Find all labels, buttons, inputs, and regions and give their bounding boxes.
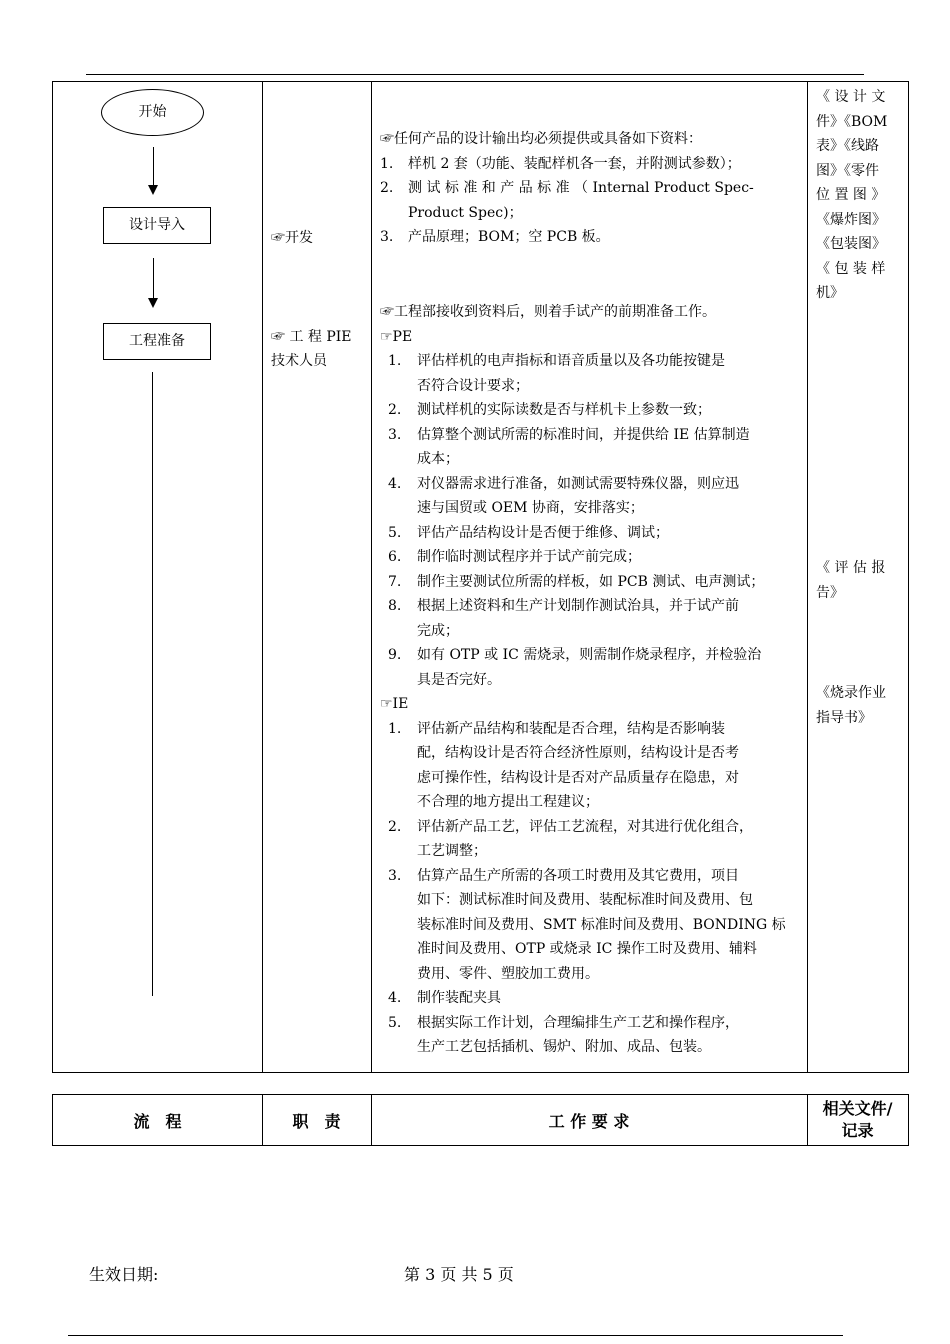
list-item-text: 如下：测试标准时间及费用、装配标准时间及费用、包	[417, 892, 753, 908]
list-item	[380, 423, 800, 472]
list-item-text: 生产工艺包括插机、锡炉、附加、成品、包装。	[417, 1039, 711, 1055]
list-item-text: 样机 2 套（功能、装配样机各一套，并附测试参数）；	[408, 155, 741, 172]
list-item-text: 具是否完好。	[417, 671, 501, 688]
document-line: 《 设 计 文	[816, 89, 886, 105]
resp-engineering: ☞ 工 程 PIE 技术人员	[271, 329, 352, 369]
list-item-text: 准时间及费用、OTP 或烧录 IC 操作工时及费用、辅料	[417, 941, 757, 957]
list-item	[380, 815, 800, 864]
list-item	[380, 349, 800, 398]
list-item-number: 3.	[388, 426, 402, 443]
list-item-text: 对仪器需求进行准备，如测试需要特殊仪器，则应迅	[417, 475, 739, 492]
list-item-text: 制作主要测试位所需的样板，如 PCB 测试、电声测试；	[417, 573, 765, 590]
list-item-number: 5.	[388, 1014, 402, 1031]
list-item	[380, 986, 800, 1011]
document-line: 图》《零件	[816, 162, 879, 179]
bottom-rule	[68, 1335, 843, 1336]
list-item-text: 估算产品生产所需的各项工时费用及其它费用，项目	[417, 867, 739, 884]
resp-dev: ☞开发	[271, 230, 313, 246]
document-line: 《包装图》	[816, 236, 886, 252]
document-line: 《爆炸图》	[816, 211, 886, 228]
list-item-text: 根据上述资料和生产计划制作测试治具，并于试产前	[417, 598, 739, 614]
list-item-text: 制作装配夹具	[417, 990, 501, 1006]
header-documents: 相关文件/ 记录	[822, 1099, 893, 1140]
header-responsibility: 职 责	[292, 1111, 341, 1131]
req-engineering-section	[380, 300, 800, 1060]
req-engineering-intro: ☞工程部接收到资料后，则着手试产的前期准备工作。	[380, 304, 716, 320]
list-item-number: 5.	[388, 524, 402, 541]
effective-date: 生效日期:	[89, 1265, 159, 1284]
flow-arrowhead-2	[148, 298, 158, 308]
list-item-number: 2.	[388, 402, 402, 418]
list-item-text: 不合理的地方提出工程建议；	[417, 794, 599, 810]
list-item-text: 估算整个测试所需的标准时间，并提供给 IE 估算制造	[417, 426, 750, 443]
document-line: 表》《线路	[816, 138, 879, 154]
list-item-text: 否符合设计要求；	[417, 377, 529, 394]
flow-arrow-2	[153, 258, 154, 298]
list-item	[380, 594, 800, 643]
list-item-text: 评估产品结构设计是否便于维修、调试；	[417, 524, 669, 541]
document-line: 《 评 估 报	[816, 560, 886, 576]
list-item-text: 评估样机的电声指标和语音质量以及各功能按键是	[417, 353, 725, 369]
flow-arrow-1	[153, 147, 154, 185]
page-number: 第 3 页 共 5 页	[404, 1265, 514, 1284]
flow-continuation-line	[152, 372, 153, 996]
list-item-number: 8.	[388, 598, 402, 614]
list-item-number: 1.	[388, 353, 402, 369]
list-item-number: 2.	[380, 180, 394, 196]
flow-step-design-input: 设计导入	[103, 207, 211, 244]
list-item-number: 1.	[388, 720, 402, 737]
list-item-number: 1.	[380, 155, 394, 172]
list-item-text: 产品原理；BOM；空 PCB 板。	[408, 229, 610, 245]
list-item-number: 9.	[388, 647, 402, 663]
list-item-text: Product Spec)；	[408, 204, 523, 221]
flow-start-oval: 开始	[101, 89, 204, 136]
list-item-number: 4.	[388, 990, 402, 1006]
list-item-number: 7.	[388, 573, 402, 590]
header-flow: 流 程	[133, 1111, 182, 1131]
list-item	[380, 1011, 800, 1060]
list-item	[380, 643, 800, 692]
document-line: 《 包 装 样	[816, 260, 886, 277]
flow-arrowhead-1	[148, 185, 158, 195]
list-item-text: 测试样机的实际读数是否与样机卡上参数一致；	[417, 402, 711, 418]
document-line: 告》	[816, 584, 844, 601]
list-item-text: 虑可操作性，结构设计是否对产品质量存在隐患，对	[417, 769, 739, 786]
list-item-text: 装标准时间及费用、SMT 标准时间及费用、BONDING 标	[417, 916, 786, 933]
list-item	[380, 152, 800, 177]
list-item-number: 3.	[388, 867, 402, 884]
list-item	[380, 521, 800, 546]
list-item-text: 评估新产品工艺，评估工艺流程，对其进行优化组合，	[417, 818, 753, 835]
flow-step-engineering-prep: 工程准备	[103, 323, 211, 360]
list-item	[380, 176, 800, 225]
list-item-text: 测 试 标 准 和 产 品 标 准 （ Internal Product Spec-	[408, 180, 754, 196]
document-line: 《烧录作业	[816, 685, 886, 701]
list-item	[380, 717, 800, 815]
list-item-text: 完成；	[417, 622, 459, 639]
list-item-text: 成本；	[417, 451, 459, 467]
document-line: 位 置 图 》	[816, 187, 886, 203]
list-item-text: 制作临时测试程序并于试产前完成；	[417, 549, 641, 565]
header-requirements: 工 作 要 求	[548, 1111, 630, 1131]
list-item	[380, 398, 800, 423]
list-item	[380, 472, 800, 521]
list-item-number: 6.	[388, 549, 402, 565]
docs-eval-report	[816, 556, 902, 605]
header-row	[52, 1094, 909, 1146]
document-line: 件》《BOM	[816, 113, 888, 130]
document-line: 机》	[816, 285, 844, 301]
list-item	[380, 570, 800, 595]
docs-design	[816, 85, 902, 306]
list-item-text: 配，结构设计是否符合经济性原则，结构设计是否考	[417, 745, 739, 761]
req-design-section	[380, 127, 800, 250]
docs-burn-guide	[816, 681, 902, 730]
pe-title: ☞PE	[380, 328, 413, 345]
list-item	[380, 225, 800, 250]
list-item-text: 评估新产品结构和装配是否合理，结构是否影响装	[417, 720, 725, 737]
list-item-text: 费用、零件、塑胶加工费用。	[417, 965, 599, 982]
list-item-text: 如有 OTP 或 IC 需烧录，则需制作烧录程序，并检验治	[417, 647, 762, 663]
list-item	[380, 864, 800, 987]
list-item-text: 工艺调整；	[417, 843, 487, 859]
list-item-text: 速与国贸或 OEM 协商，安排落实；	[417, 500, 644, 516]
list-item-text: 根据实际工作计划，合理编排生产工艺和操作程序，	[417, 1014, 739, 1031]
top-rule	[86, 74, 864, 75]
list-item-number: 3.	[380, 229, 394, 245]
document-line: 指导书》	[816, 709, 872, 726]
req-design-intro: ☞任何产品的设计输出均必须提供或具备如下资料：	[380, 131, 702, 147]
list-item	[380, 545, 800, 570]
list-item-number: 4.	[388, 475, 402, 492]
ie-title: ☞IE	[380, 696, 409, 712]
list-item-number: 2.	[388, 818, 402, 835]
